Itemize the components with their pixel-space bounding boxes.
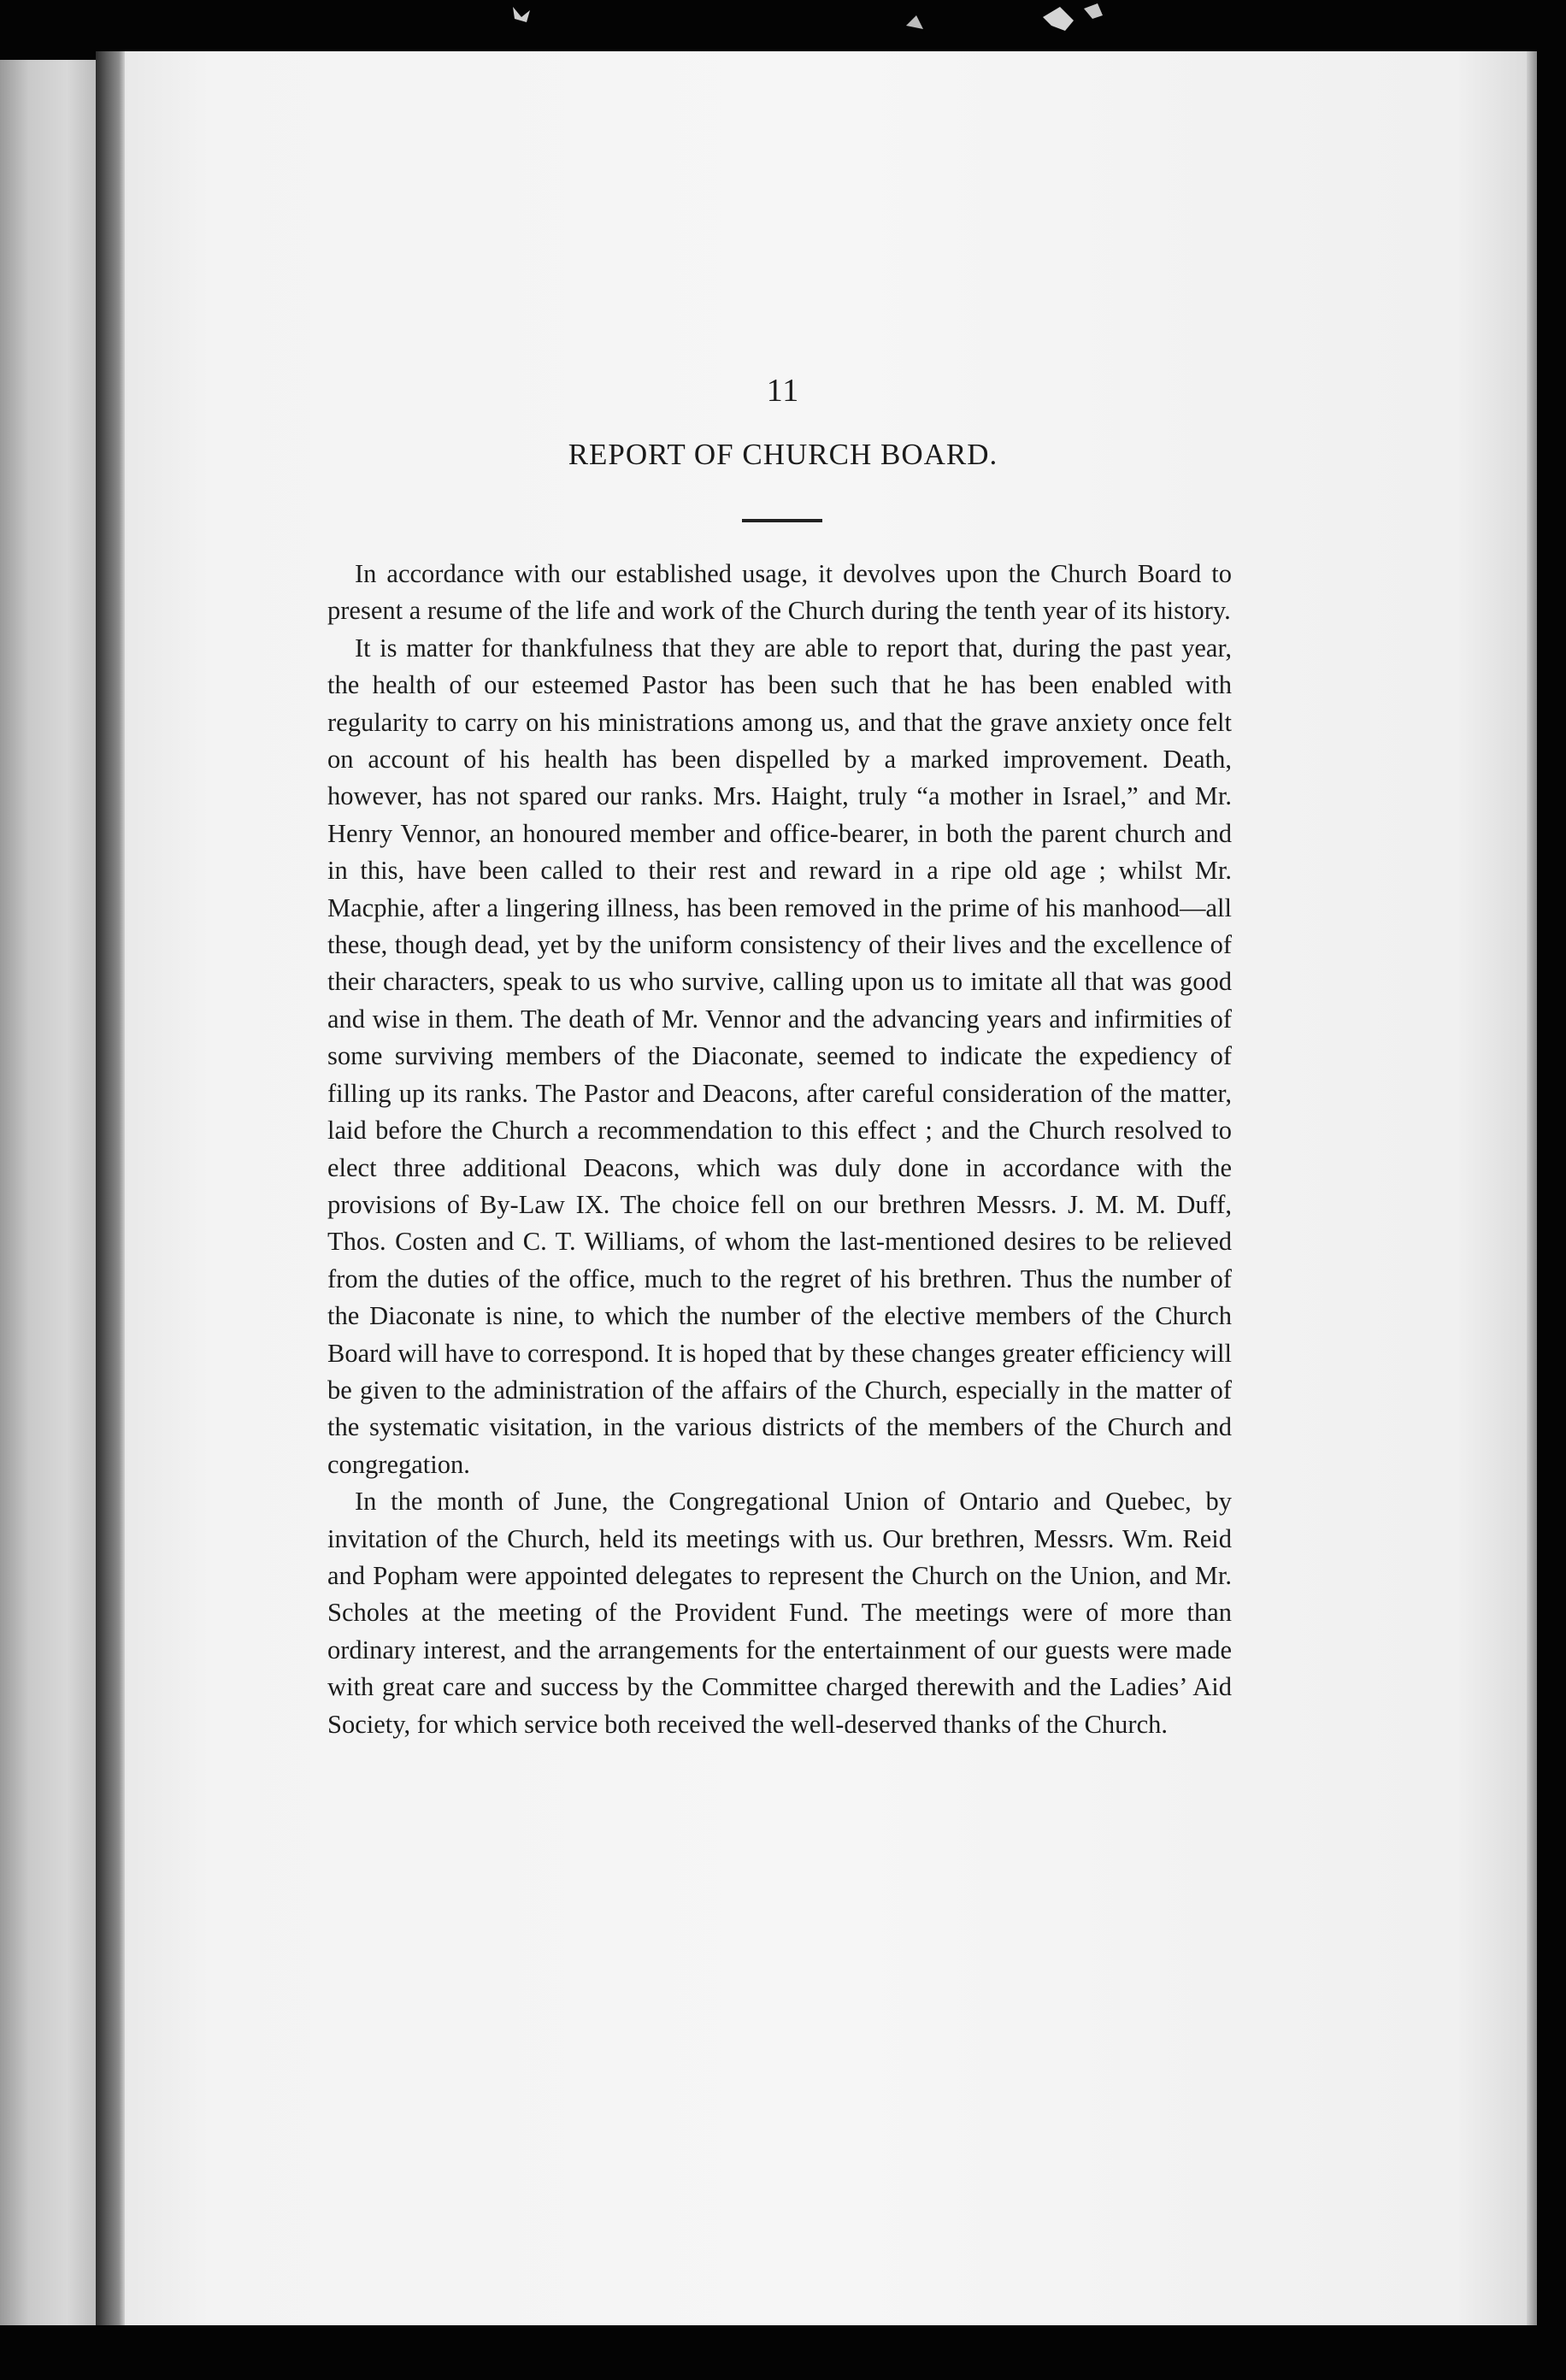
body-text bbox=[327, 556, 1232, 1743]
paragraph-1: In accordance with our established usage, it devolves upon the Church Board to present a resume of the life and work of the Church during the tenth year of its history. bbox=[327, 559, 1232, 626]
title-rule bbox=[742, 519, 822, 522]
paragraph-3: In the month of June, the Congregational Union of Ontario and Quebec, by invitation of the Church, held its meetings with us. Our brethren, Messrs. Wm. Reid and Popham were appointed delegates to represent the Church on the Union, and Mr. Scholes at the meeting of the Provident Fund. The meetings were of more than ordinary interest, and the arrangements for the entertainment of our guests were made with great care and success by the Committee charged therewith and the Ladies’ Aid Society, for which service both received the well-deserved thanks of the Church. bbox=[327, 1487, 1232, 1739]
section-title: REPORT OF CHURCH BOARD. bbox=[568, 438, 998, 471]
scan-specks bbox=[462, 0, 1163, 43]
paragraph-2: It is matter for thankfulness that they are able to report that, during the past year, the health of our esteemed Pastor has been such that he has been enabled with regularity to carry on his ministrations among us, and that the grave anxiety once felt on account of his health has been dispelled by a marked improvement. Death, however, has not spared our ranks. Mrs. Haight, truly “a mother in Israel,” and Mr. Henry Vennor, an honoured member and office-bearer, in both the parent church and in this, have been called to their rest and reward in a ripe old age ; whilst Mr. Macphie, after a lingering illness, has been removed in the prime of his manhood—all these, though dead, yet by the uniform consistency of their lives and the excellence of their characters, speak to us who survive, calling upon us to imitate all that was good and wise in them. The death of Mr. Vennor and the advancing years and infirmities of some surviving members of the Diaconate, seemed to indicate the expediency of filling up its ranks. The Pastor and Deacons, after careful consideration of the matter, laid before the Church a recommendation to this effect ; and the Church resolved to elect three additional Deacons, which was duly done in accordance with the provisions of By-Law IX. The choice fell on our brethren Messrs. J. M. M. Duff, Thos. Costen and C. T. Williams, of whom the last-mentioned desires to be relieved from the duties of the office, much to the regret of his brethren. Thus the number of the Diaconate is nine, to which the number of the elective members of the Church Board will have to correspond. It is hoped that by these changes greater efficiency will be given to the administration of the affairs of the Church, especially in the matter of the systematic visitation, in the various districts of the members of the Church and congregation. bbox=[327, 633, 1232, 1479]
page-number: 11 bbox=[766, 373, 800, 409]
